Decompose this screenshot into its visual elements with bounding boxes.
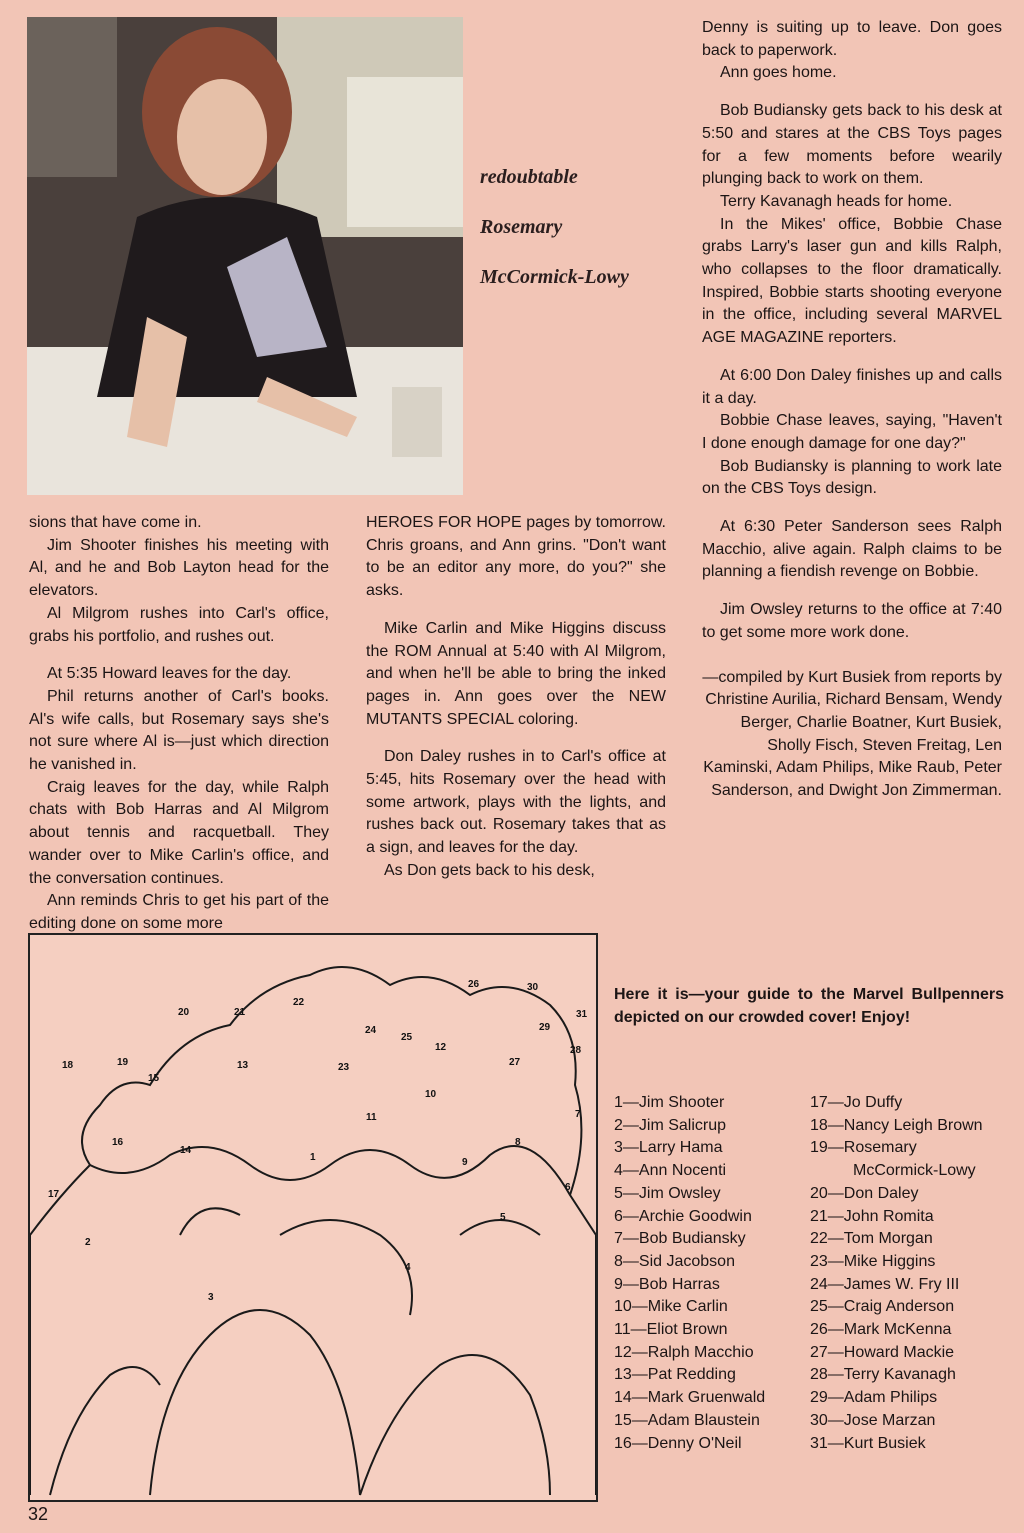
guide-key-entry: 7—Bob Budiansky — [614, 1230, 746, 1248]
paragraph: Ann reminds Chris to get his part of the editing done on some more — [29, 892, 329, 932]
paragraph: Bob Budiansky is planning to work late on the CBS Toys design. — [702, 457, 1002, 498]
guide-key-entry: 11—Eliot Brown — [614, 1321, 728, 1339]
credits — [702, 667, 1002, 803]
paragraph: At 6:00 Don Daley finishes up and calls it a day. — [702, 366, 1002, 407]
diagram-number-label: 16 — [112, 1137, 124, 1148]
diagram-number-label: 27 — [509, 1057, 521, 1068]
guide-key-entry: 20—Don Daley — [810, 1184, 919, 1202]
diagram-number-label: 14 — [180, 1145, 192, 1156]
paragraph: In the Mikes' office, Bobbie Chase grabs Larry's laser gun and kills Ralph, who collapses to the floor dramatically. Inspired, Bobbie starts shooting everyone in the office, including several MARVEL AGE MAGAZINE reporters. — [702, 215, 1002, 347]
guide-key-entry: 9—Bob Harras — [614, 1275, 720, 1293]
paragraph: At 6:30 Peter Sanderson sees Ralph Macchio, alive again. Ralph claims to be planning a fiendish revenge on Bobbie. — [702, 518, 1002, 581]
crowd-outline-drawing — [30, 935, 596, 1500]
paragraph: Al Milgrom rushes into Carl's office, grabs his portfolio, and rushes out. — [29, 604, 329, 645]
caption-line: McCormick-Lowy — [480, 266, 629, 288]
diagram-number-label: 3 — [208, 1292, 214, 1303]
guide-key-entry: 30—Jose Marzan — [810, 1411, 936, 1429]
diagram-number-label: 11 — [366, 1112, 377, 1123]
diagram-number-label: 17 — [48, 1189, 60, 1200]
guide-key-entry: 23—Mike Higgins — [810, 1252, 936, 1270]
guide-key-entry: 3—Larry Hama — [614, 1139, 723, 1157]
paragraph: Ann goes home. — [720, 64, 837, 82]
caption-line: redoubtable — [480, 166, 578, 188]
diagram-number-label: 26 — [468, 979, 480, 990]
guide-key-entry: McCormick-Lowy — [853, 1162, 976, 1180]
paragraph: Denny is suiting up to leave. Don goes back to paperwork. — [702, 19, 1002, 59]
guide-key-entry: 6—Archie Goodwin — [614, 1207, 752, 1225]
diagram-number-label: 5 — [500, 1212, 506, 1223]
paragraph: As Don gets back to his desk, — [384, 861, 595, 879]
guide-key-entry: 16—Denny O'Neil — [614, 1434, 742, 1452]
diagram-number-label: 18 — [62, 1060, 74, 1071]
diagram-number-label: 21 — [234, 1007, 246, 1018]
guide-key-entry: 14—Mark Gruenwald — [614, 1389, 766, 1407]
diagram-number-label: 30 — [527, 982, 539, 993]
guide-key-entry: 17—Jo Duffy — [810, 1094, 903, 1111]
diagram-number-label: 2 — [85, 1237, 91, 1248]
paragraph: Mike Carlin and Mike Higgins discuss the ROM Annual at 5:40 with Al Milgrom, and when he'll be able to bring the inked pages in. Ann goes over the NEW MUTANTS SPECIAL coloring. — [366, 619, 666, 728]
guide-key-entry: 24—James W. Fry III — [810, 1275, 960, 1293]
diagram-number-label: 7 — [575, 1109, 581, 1120]
diagram-number-label: 1 — [310, 1152, 316, 1163]
paragraph: At 5:35 Howard leaves for the day. — [47, 665, 292, 683]
guide-key-entry: 28—Terry Kavanagh — [810, 1366, 956, 1384]
diagram-number-label: 8 — [515, 1137, 521, 1148]
diagram-number-label: 4 — [405, 1262, 411, 1273]
guide-key-entry: 19—Rosemary — [810, 1139, 917, 1157]
guide-key-entry: 4—Ann Nocenti — [614, 1162, 727, 1180]
guide-key-entry: 8—Sid Jacobson — [614, 1252, 735, 1270]
paragraph: Phil returns another of Carl's books. Al's wife calls, but Rosemary says she's not sure where Al is—just which direction he vanished in. — [29, 687, 329, 774]
rosemary-photo — [27, 17, 463, 495]
guide-key-entry: 5—Jim Owsley — [614, 1184, 721, 1202]
guide-key-entry: 1—Jim Shooter — [614, 1094, 725, 1111]
page-number: 32 — [28, 1504, 49, 1524]
photo-caption — [480, 152, 680, 302]
guide-key-entry: 27—Howard Mackie — [810, 1343, 955, 1361]
caption-line: Rosemary — [480, 216, 563, 238]
diagram-number-label: 24 — [365, 1025, 377, 1036]
diagram-number-label: 28 — [570, 1045, 582, 1056]
paragraph: Bob Budiansky gets back to his desk at 5:50 and stares at the CBS Toys pages for a few moments before wearily plunging back to work on them. — [702, 102, 1002, 188]
photo-illustration — [27, 17, 463, 495]
guide-key-entry: 26—Mark McKenna — [810, 1321, 952, 1339]
text-column-2 — [366, 512, 666, 883]
diagram-number-label: 20 — [178, 1007, 190, 1018]
text-column-1 — [29, 512, 329, 936]
credits-text: —compiled by Kurt Busiek from reports by Christine Aurilia, Richard Bensam, Wendy Berger, Charlie Boatner, Kurt Busiek, Sholly Fisch, Steven Freitag, Len Kaminski, Adam Philips, Mike Raub, Peter Sanderson, and Dwight Jon Zimmerman. — [702, 668, 1002, 800]
diagram-number-label: 9 — [462, 1157, 468, 1168]
cover-guide-diagram — [28, 933, 598, 1502]
paragraph: Jim Owsley returns to the office at 7:40 to get some more work done. — [702, 601, 1002, 641]
guide-key-entry: 2—Jim Salicrup — [614, 1116, 727, 1134]
paragraph: Craig leaves for the day, while Ralph chats with Bob Harras and Al Milgrom about tennis and racquetball. They wander over to Mike Carlin's office, and the conversation continues. — [29, 778, 329, 887]
guide-key-entry: 31—Kurt Busiek — [810, 1434, 926, 1452]
guide-key-entry: 25—Craig Anderson — [810, 1298, 955, 1316]
guide-key-entry: 15—Adam Blaustein — [614, 1411, 760, 1429]
diagram-number-label: 23 — [338, 1062, 350, 1073]
guide-key-column-1 — [614, 1092, 804, 1455]
paragraph: sions that have come in. — [29, 514, 202, 531]
guide-key-entry: 18—Nancy Leigh Brown — [810, 1116, 983, 1134]
diagram-number-label: 19 — [117, 1057, 129, 1068]
diagram-number-label: 10 — [425, 1089, 437, 1100]
guide-key-entry: 13—Pat Redding — [614, 1366, 736, 1384]
diagram-number-label: 12 — [435, 1042, 447, 1053]
paragraph: Jim Shooter finishes his meeting with Al, and he and Bob Layton head for the elevators. — [29, 536, 329, 600]
diagram-number-label: 29 — [539, 1022, 551, 1033]
diagram-number-label: 13 — [237, 1060, 249, 1071]
guide-key-entry: 10—Mike Carlin — [614, 1298, 728, 1316]
guide-key-entry: 12—Ralph Macchio — [614, 1343, 754, 1361]
paragraph: Bobbie Chase leaves, saying, "Haven't I done enough damage for one day?" — [702, 412, 1002, 452]
paragraph: Don Daley rushes in to Carl's office at 5:45, hits Rosemary over the head with some artwork, plays with the lights, and rushes back out. Rosemary takes that as a sign, and leaves for the day. — [366, 748, 666, 857]
guide-key-entry: 22—Tom Morgan — [810, 1230, 933, 1248]
paragraph: HEROES FOR HOPE pages by tomorrow. Chris groans, and Ann grins. "Don't want to be an editor any more, do you?" she asks. — [366, 514, 666, 600]
diagram-number-label: 22 — [293, 997, 305, 1008]
diagram-number-label: 25 — [401, 1032, 413, 1043]
diagram-number-label: 6 — [565, 1182, 571, 1193]
guide-key-entry: 21—John Romita — [810, 1207, 934, 1225]
diagram-number-label: 31 — [576, 1009, 588, 1020]
guide-key-column-2 — [810, 1092, 1020, 1455]
guide-key-entry: 29—Adam Philips — [810, 1389, 938, 1407]
paragraph: Terry Kavanagh heads for home. — [720, 192, 953, 210]
diagram-number-label: 15 — [148, 1073, 160, 1084]
text-column-3 — [702, 17, 1002, 803]
guide-intro: Here it is—your guide to the Marvel Bullpenners depicted on our crowded cover! Enjoy! — [614, 986, 1004, 1026]
